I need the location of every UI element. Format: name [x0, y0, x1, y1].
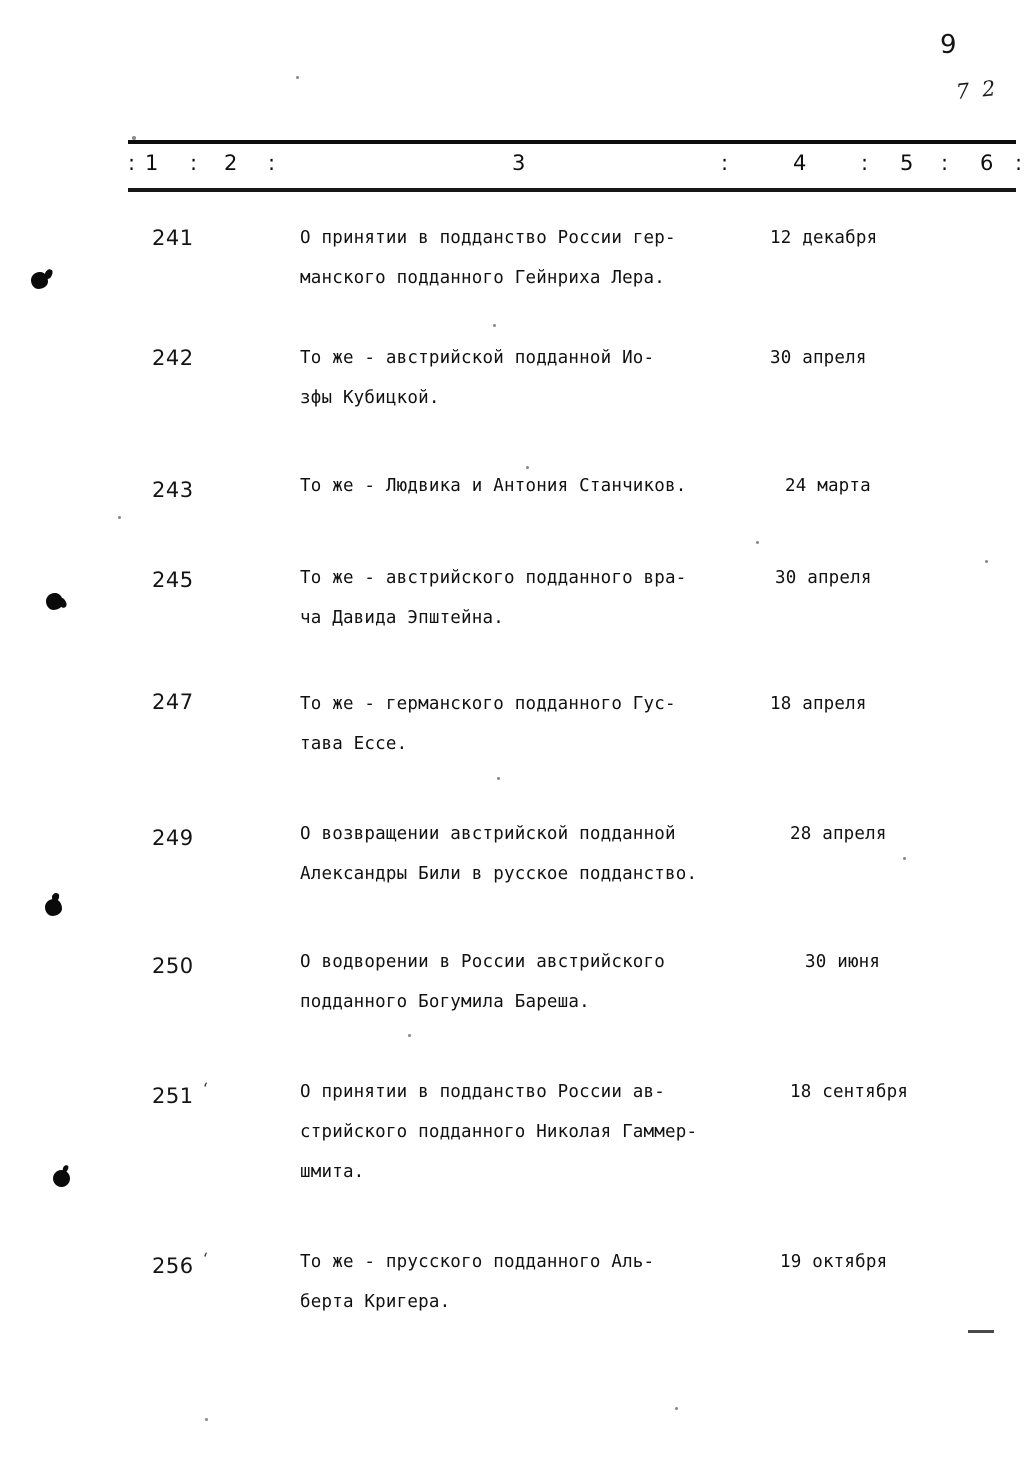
- col-number-1: 1: [145, 151, 159, 175]
- register-rows: [0, 196, 1024, 1342]
- scan-speck: [756, 541, 759, 544]
- entry-number: 250: [152, 954, 194, 978]
- entry-description: О возвращении австрийской подданной Александры Били в русское подданство.: [300, 824, 698, 884]
- entry-number: 243: [152, 478, 194, 502]
- col-sep-1: :: [190, 151, 198, 175]
- scan-speck: [118, 516, 121, 519]
- entry-number: 249: [152, 826, 194, 850]
- col-number-6: 6: [980, 151, 994, 175]
- col-number-5: 5: [900, 151, 914, 175]
- entry-date: 12 декабря: [770, 228, 878, 248]
- col-sep-4: :: [861, 151, 869, 175]
- entry-number: 256 ‘: [152, 1250, 209, 1278]
- scan-speck: [132, 136, 136, 140]
- entry-date: 30 апреля: [770, 348, 867, 368]
- header-rule-top: [128, 140, 1016, 144]
- table-row: [0, 920, 1024, 1050]
- header-rule-bottom: [128, 188, 1016, 192]
- col-number-4: 4: [793, 151, 807, 175]
- scan-speck: [205, 1418, 208, 1421]
- entry-date: 19 октября: [780, 1252, 888, 1272]
- table-row: [0, 196, 1024, 316]
- scan-speck: [497, 777, 500, 780]
- entry-number: 247: [152, 690, 194, 714]
- table-row: [0, 446, 1024, 536]
- entry-date: 30 июня: [805, 952, 881, 972]
- bottom-dash-mark: [968, 1330, 994, 1333]
- table-row: [0, 1222, 1024, 1342]
- entry-description: То же - австрийской подданной Ио- зфы Кубицкой.: [300, 348, 655, 408]
- entry-number: 251 ‘: [152, 1080, 209, 1108]
- entry-date: 28 апреля: [790, 824, 887, 844]
- folio-handwritten-annotation: 7 2: [954, 75, 1000, 105]
- col-sep-6: :: [1015, 151, 1023, 175]
- scan-speck: [493, 324, 496, 327]
- folio-number: 9: [940, 30, 958, 60]
- entry-date: 18 сентября: [790, 1082, 909, 1102]
- entry-description: О водворении в России австрийского подданного Богумила Бареша.: [300, 952, 666, 1012]
- ink-blot-3: [45, 899, 62, 916]
- table-row: [0, 1050, 1024, 1222]
- column-header-band: [128, 140, 1023, 192]
- table-row: [0, 664, 1024, 792]
- scan-speck: [526, 466, 529, 469]
- col-sep-5: :: [941, 151, 949, 175]
- table-row: [0, 316, 1024, 446]
- ink-blot-4: [53, 1170, 70, 1187]
- entry-description: То же - Людвика и Антония Станчиков.: [300, 476, 687, 496]
- col-sep-0: :: [128, 151, 136, 175]
- ink-blot-2: [46, 593, 63, 610]
- entry-description: То же - прусского подданного Аль- берта Кригера.: [300, 1252, 655, 1312]
- entry-date: 18 апреля: [770, 694, 867, 714]
- entry-number: 242: [152, 346, 194, 370]
- pencil-tick-mark: ‘: [202, 1080, 209, 1100]
- entry-date: 30 апреля: [775, 568, 872, 588]
- entry-date: 24 марта: [785, 476, 871, 496]
- col-number-2: 2: [224, 151, 238, 175]
- col-sep-2: :: [268, 151, 276, 175]
- scan-speck: [903, 857, 906, 860]
- pencil-tick-mark: ‘: [202, 1250, 209, 1270]
- entry-description: То же - австрийского подданного вра- ча Давида Эпштейна.: [300, 568, 687, 628]
- scan-speck: [985, 560, 988, 563]
- col-sep-3: :: [721, 151, 729, 175]
- entry-number: 245: [152, 568, 194, 592]
- column-number-row: [128, 146, 1023, 186]
- table-row: [0, 536, 1024, 664]
- table-row: [0, 792, 1024, 920]
- scan-speck: [296, 76, 299, 79]
- entry-description: О принятии в подданство России гер- манского подданного Гейнриха Лера.: [300, 228, 676, 288]
- entry-description: О принятии в подданство России ав- стрийского подданного Николая Гаммер- шмита.: [300, 1082, 698, 1182]
- col-number-3: 3: [512, 151, 526, 175]
- ink-blot-1: [31, 272, 48, 289]
- entry-number: 241: [152, 226, 194, 250]
- entry-description: То же - германского подданного Гус- тава Ессе.: [300, 694, 676, 754]
- scan-speck: [408, 1034, 411, 1037]
- scan-speck: [675, 1407, 678, 1410]
